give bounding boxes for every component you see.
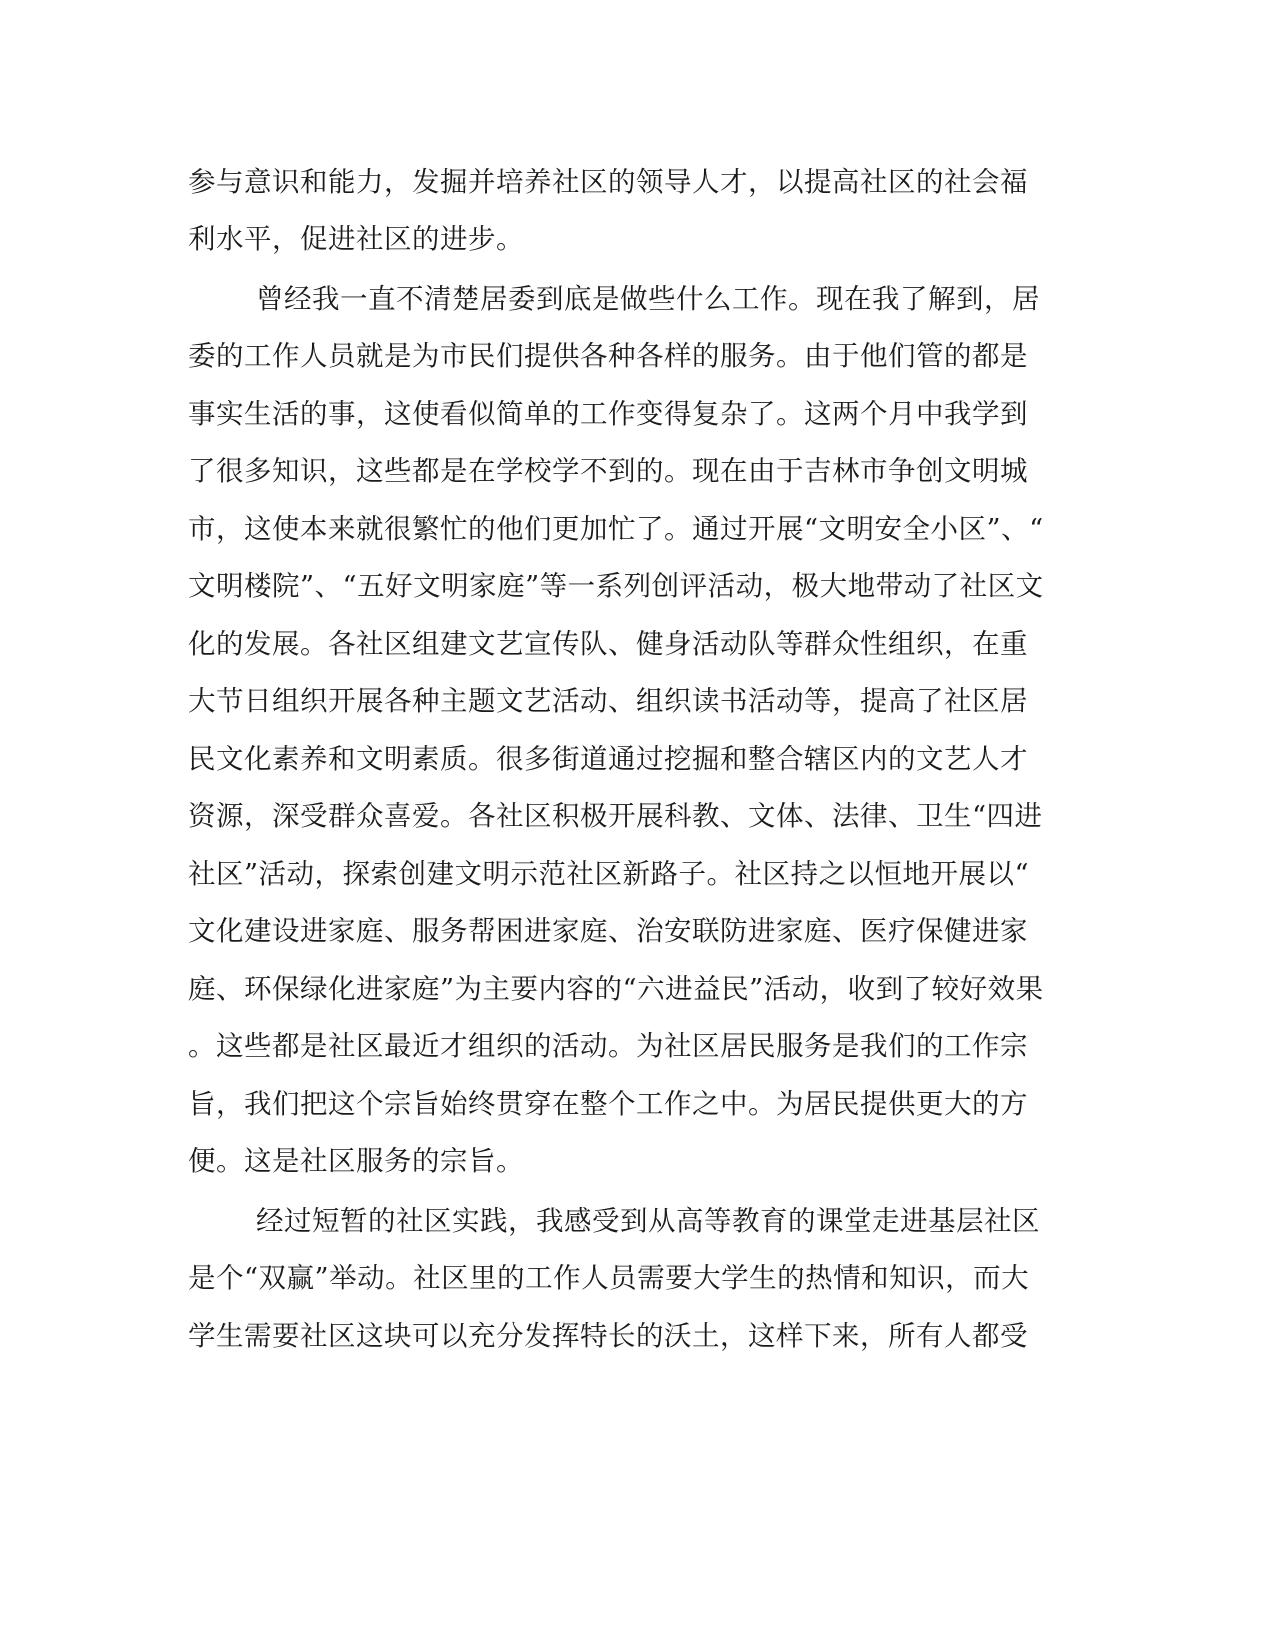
text-line: 便。这是社区服务的宗旨。 [188, 1145, 524, 1177]
paragraph-first-line: 曾经我一直不清楚居委到底是做些什么工作。现在我了解到，居 [256, 283, 1040, 315]
text-line: 民文化素养和文明素质。很多街道通过挖掘和整合辖区内的文艺人才 [188, 743, 1028, 775]
text-line: 化的发展。各社区组建文艺宣传队、健身活动队等群众性组织，在重 [188, 628, 1028, 660]
text-line: 庭、环保绿化进家庭”为主要内容的“六进益民”活动，收到了较好效果 [188, 973, 1044, 1005]
text-line: 社区”活动，探索创建文明示范社区新路子。社区持之以恒地开展以“ [188, 858, 1030, 890]
text-line: 旨，我们把这个宗旨始终贯穿在整个工作之中。为居民提供更大的方 [188, 1088, 1028, 1120]
text-line: 了很多知识，这些都是在学校学不到的。现在由于吉林市争创文明城 [188, 455, 1028, 487]
text-line: 文明楼院”、“五好文明家庭”等一系列创评活动，极大地带动了社区文 [188, 570, 1044, 602]
text-line: 事实生活的事，这使看似简单的工作变得复杂了。这两个月中我学到 [188, 398, 1028, 430]
text-line: 利水平，促进社区的进步。 [188, 223, 524, 255]
paragraph-first-line: 经过短暂的社区实践，我感受到从高等教育的课堂走进基层社区 [256, 1205, 1040, 1237]
text-line: 文化建设进家庭、服务帮困进家庭、治安联防进家庭、医疗保健进家 [188, 915, 1028, 947]
text-line: 学生需要社区这块可以充分发挥特长的沃土，这样下来，所有人都受 [188, 1320, 1028, 1352]
text-line: 委的工作人员就是为市民们提供各种各样的服务。由于他们管的都是 [188, 340, 1028, 372]
text-line: 大节日组织开展各种主题文艺活动、组织读书活动等，提高了社区居 [188, 685, 1028, 717]
text-line: 市，这使本来就很繁忙的他们更加忙了。通过开展“文明安全小区”、“ [188, 513, 1044, 545]
text-line: 是个“双赢”举动。社区里的工作人员需要大学生的热情和知识，而大 [188, 1262, 1030, 1294]
text-line: 。这些都是社区最近才组织的活动。为社区居民服务是我们的工作宗 [188, 1030, 1028, 1062]
text-line: 资源，深受群众喜爱。各社区积极开展科教、文体、法律、卫生“四进 [188, 800, 1043, 832]
text-line: 参与意识和能力，发掘并培养社区的领导人才，以提高社区的社会福 [188, 166, 1028, 198]
